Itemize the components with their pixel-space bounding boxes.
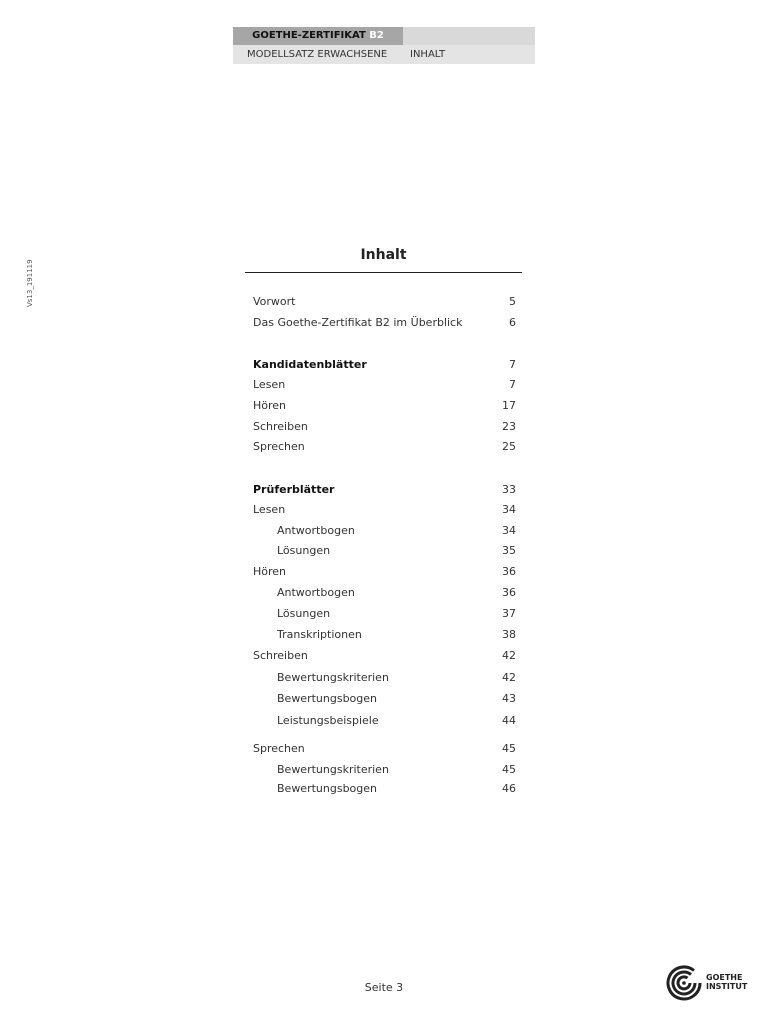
toc-subentry[interactable]: Antwortbogen 34: [277, 524, 516, 537]
side-version-code: Vs13_191119: [26, 259, 34, 307]
toc-subentry[interactable]: Lösungen 37: [277, 607, 516, 620]
spiral-logo-icon: [666, 965, 706, 1001]
header-subtitle: MODELLSATZ ERWACHSENE: [247, 49, 388, 60]
page-number: Seite 3: [364, 981, 404, 994]
toc-subentry[interactable]: Bewertungsbogen 43: [277, 692, 516, 705]
exam-title: [233, 27, 403, 45]
toc-entry[interactable]: Sprechen 45: [253, 742, 516, 755]
exam-level: B2: [369, 30, 384, 41]
toc-entry[interactable]: Hören 36: [253, 565, 516, 578]
toc-title: Inhalt: [360, 247, 407, 263]
header-band-top: [233, 27, 535, 45]
toc-entry[interactable]: Lesen 34: [253, 503, 516, 516]
toc-entry[interactable]: Schreiben 42: [253, 649, 516, 662]
toc-entry[interactable]: Hören 17: [253, 399, 516, 412]
toc-entry[interactable]: Sprechen 25: [253, 440, 516, 453]
toc-subentry[interactable]: Bewertungskriterien 42: [277, 671, 516, 684]
toc-subentry[interactable]: Leistungsbeispiele 44: [277, 714, 516, 727]
toc-subentry[interactable]: Bewertungsbogen 46: [277, 782, 516, 795]
toc-subentry[interactable]: Antwortbogen 36: [277, 586, 516, 599]
toc-subentry[interactable]: Transkriptionen 38: [277, 628, 516, 641]
toc-subentry[interactable]: Lösungen 35: [277, 544, 516, 557]
toc-section-heading[interactable]: Kandidatenblätter 7: [253, 358, 516, 371]
document-header: [233, 27, 535, 64]
toc-subentry[interactable]: Bewertungskriterien 45: [277, 763, 516, 776]
exam-title-text: GOETHE-ZERTIFIKAT: [252, 30, 366, 41]
toc-entry[interactable]: Schreiben 23: [253, 420, 516, 433]
toc-section-heading[interactable]: Prüferblätter 33: [253, 483, 516, 496]
header-section: INHALT: [410, 49, 446, 60]
toc-divider: [245, 272, 522, 273]
goethe-institut-logo: [666, 965, 756, 1001]
logo-wordmark: GOETHE INSTITUT: [706, 973, 748, 991]
toc-entry[interactable]: Lesen 7: [253, 378, 516, 391]
toc-entry[interactable]: Das Goethe-Zertifikat B2 im Überblick 6: [253, 316, 516, 329]
header-band-bottom: [233, 45, 535, 64]
toc-entry[interactable]: Vorwort 5: [253, 295, 516, 308]
